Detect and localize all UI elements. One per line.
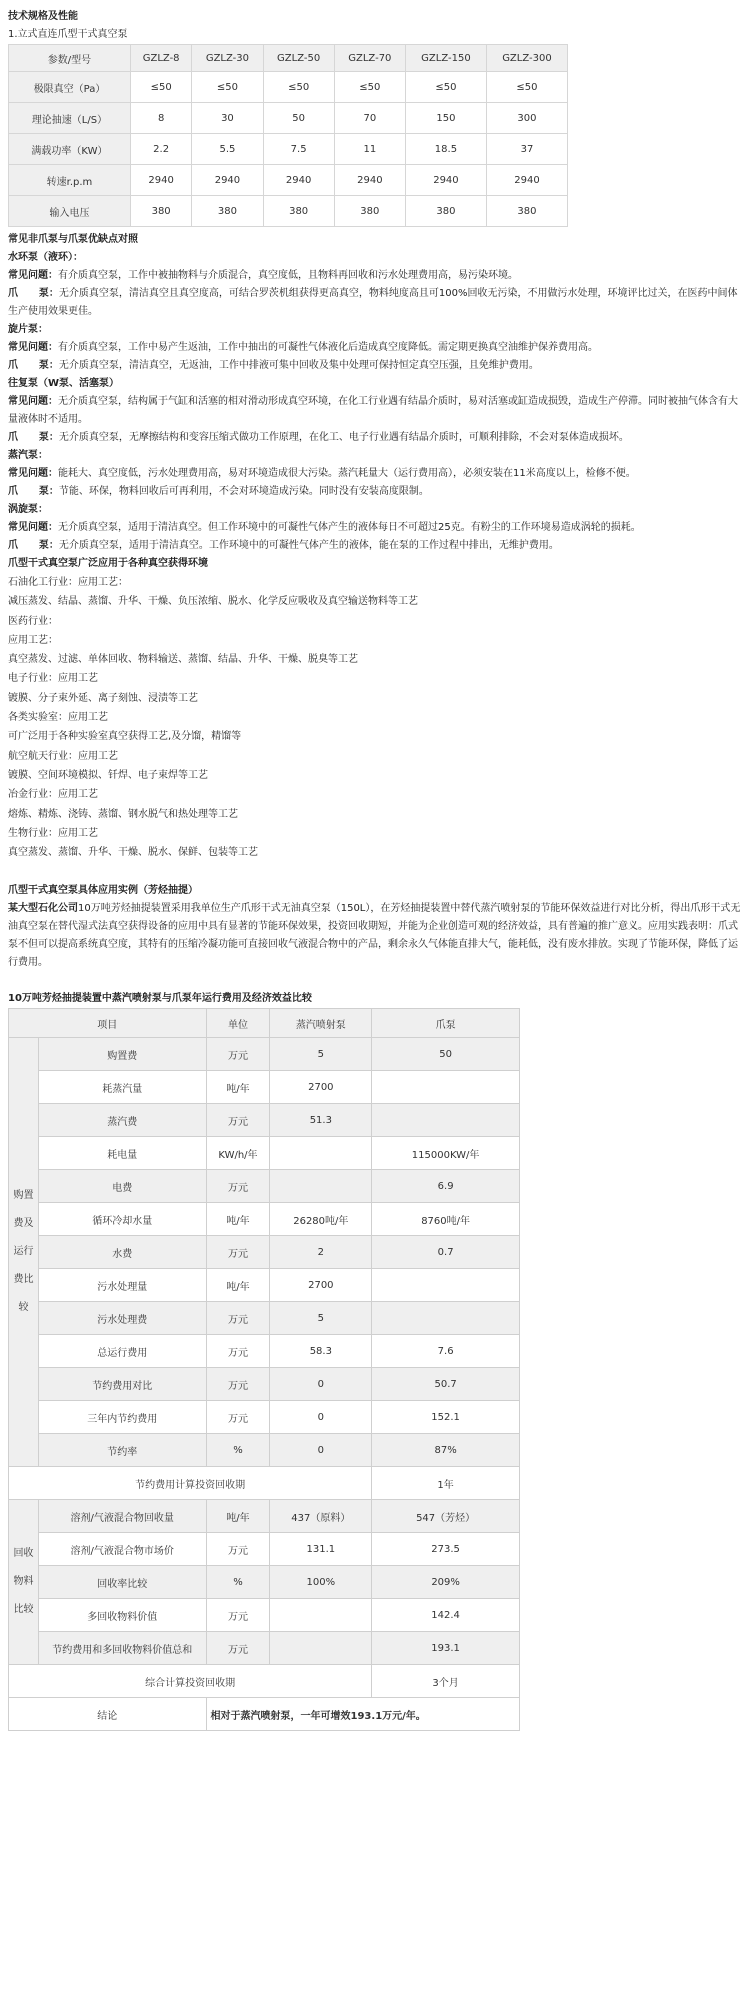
pump-section — [8, 375, 742, 447]
econ-unit-cell: % — [206, 1566, 270, 1599]
spec-header-cell: GZLZ-8 — [130, 45, 191, 72]
claw-label: 爪 泵： — [8, 540, 59, 551]
claw-text: 无介质真空泵，清洁真空且真空度高，可结合罗茨机组获得更高真空，物料纯度高且可100%回收无污染，不用做污水处理，环境评比过关，在医药中间体生产使用效果更佳。 — [8, 288, 738, 317]
econ-unit-cell: 万元 — [206, 1038, 270, 1071]
spec-row — [9, 103, 568, 134]
spec-value-cell: ≤50 — [130, 72, 191, 103]
pump-claw — [8, 285, 742, 321]
spec-value-cell: 2940 — [263, 165, 334, 196]
econ-item-cell: 污水处理量 — [38, 1269, 206, 1302]
econ-unit-cell: KW/h/年 — [206, 1137, 270, 1170]
application-line: 减压蒸发、结晶、蒸馏、升华、干燥、负压浓缩、脱水、化学反应吸收及真空输送物料等工艺 — [8, 596, 418, 608]
claw-label: 爪 泵： — [8, 486, 59, 497]
econ-steam-cell: 0 — [270, 1401, 372, 1434]
claw-label: 爪 泵： — [8, 360, 59, 371]
econ-steam-cell: 437（原料） — [270, 1500, 372, 1533]
econ-steam-cell: 0 — [270, 1434, 372, 1467]
econ-item-cell: 总运行费用 — [38, 1335, 206, 1368]
pump-section-title: 水环泵（液环）： — [8, 252, 83, 263]
econ-claw-cell: 115000KW/年 — [372, 1137, 520, 1170]
spec-param-cell: 极限真空（Pa） — [9, 72, 131, 103]
application-line: 电子行业：应用工艺 — [8, 673, 98, 685]
econ-claw-cell — [372, 1104, 520, 1137]
problem-text: 有介质真空泵，工作中易产生返油，工作中抽出的可凝性气体液化后造成真空度降低。需定期更换真空油维护保养费用高。 — [58, 342, 598, 353]
econ-header-cell: 项目 — [9, 1009, 207, 1038]
econ-steam-cell: 5 — [270, 1302, 372, 1335]
spec-header-cell: GZLZ-50 — [263, 45, 334, 72]
econ-claw-cell — [372, 1302, 520, 1335]
problem-text: 能耗大、真空度低，污水处理费用高，易对环境造成很大污染。蒸汽耗量大（运行费用高），必须安装在11米高度以上，检修不便。 — [58, 468, 636, 479]
spec-value-cell: 380 — [130, 196, 191, 227]
problem-label: 常见问题： — [8, 270, 58, 281]
spec-row — [9, 134, 568, 165]
econ-steam-cell: 2700 — [270, 1269, 372, 1302]
econ-row — [9, 1566, 520, 1599]
spec-value-cell: ≤50 — [192, 72, 263, 103]
application-line: 真空蒸发、蒸馏、升华、干燥、脱水、保鲜、包装等工艺 — [8, 847, 258, 859]
case-text: 10万吨芳烃抽提装置采用我单位生产爪形干式无油真空泵（150L），在芳烃抽提装置中替代蒸汽喷射泵的节能环保效益进行对比分析，得出爪形干式无油真空泵在替代湿式法真空获得设备的应用中具有显著的节能环保效果，投资回收期短，并能为企业创造可观的经济效益，具有普遍的推广意义。应用实践表明：爪式泵不但可以提高系统真空度，其特有的压缩冷凝功能可直接回收气液混合物中的产品，剩余永久气体能直排大气，能耗低，没有废水排放。实现了节能环保，降低了运行费用。 — [8, 903, 741, 969]
econ-claw-cell: 7.6 — [372, 1335, 520, 1368]
spec-header-cell: GZLZ-70 — [334, 45, 405, 72]
claw-label: 爪 泵： — [8, 288, 59, 299]
econ-unit-cell: 万元 — [206, 1632, 270, 1665]
spec-row — [9, 72, 568, 103]
spec-value-cell: 2940 — [405, 165, 486, 196]
econ-payback-label: 节约费用计算投资回收期 — [9, 1467, 372, 1500]
spec-value-cell: 37 — [486, 134, 567, 165]
problem-label: 常见问题： — [8, 396, 58, 407]
econ-row — [9, 1467, 520, 1500]
econ-row — [9, 1170, 520, 1203]
econ-steam-cell: 100% — [270, 1566, 372, 1599]
spec-value-cell: 70 — [334, 103, 405, 134]
spec-value-cell: 18.5 — [405, 134, 486, 165]
econ-item-cell: 溶剂/气液混合物市场价 — [38, 1533, 206, 1566]
econ-steam-cell — [270, 1170, 372, 1203]
econ-item-cell: 循环冷却水量 — [38, 1203, 206, 1236]
applications-title: 爪型干式真空泵广泛应用于各种真空获得环境 — [8, 558, 208, 569]
claw-text: 节能、环保，物料回收后可再利用，不会对环境造成污染。同时没有安装高度限制。 — [58, 486, 429, 497]
econ-claw-cell: 50 — [372, 1038, 520, 1071]
pump-section-title: 蒸汽泵： — [8, 450, 48, 461]
pump-claw — [8, 429, 742, 447]
pump-problem — [8, 519, 742, 537]
pump-problem — [8, 339, 742, 357]
spec-param-cell: 理论抽速（L/S） — [9, 103, 131, 134]
application-line: 石油化工行业：应用工艺： — [8, 577, 128, 588]
econ-unit-cell: 万元 — [206, 1401, 270, 1434]
econ-group-label: 购置费及运行费比较 — [9, 1038, 39, 1467]
econ-row — [9, 1071, 520, 1104]
spec-value-cell: 150 — [405, 103, 486, 134]
econ-row — [9, 1335, 520, 1368]
econ-row — [9, 1203, 520, 1236]
econ-unit-cell: 吨/年 — [206, 1203, 270, 1236]
applications-list — [8, 573, 742, 862]
econ-row — [9, 1698, 520, 1731]
spec-header-row — [9, 45, 568, 72]
econ-claw-cell: 6.9 — [372, 1170, 520, 1203]
pump-section-title: 往复泵（W泵、活塞泵） — [8, 378, 120, 389]
econ-unit-cell: % — [206, 1434, 270, 1467]
econ-item-cell: 电费 — [38, 1170, 206, 1203]
econ-payback-value: 1年 — [372, 1467, 520, 1500]
problem-text: 有介质真空泵，工作中被抽物料与介质混合，真空度低，且物料再回收和污水处理费用高，易污染环境。 — [58, 270, 518, 281]
spec-value-cell: 2940 — [486, 165, 567, 196]
spec-value-cell: 380 — [405, 196, 486, 227]
spec-value-cell: 2940 — [130, 165, 191, 196]
spec-param-cell: 转速r.p.m — [9, 165, 131, 196]
spec-value-cell: 8 — [130, 103, 191, 134]
pump-problem — [8, 393, 742, 429]
econ-item-cell: 水费 — [38, 1236, 206, 1269]
econ-group-label: 回收物料比较 — [9, 1500, 39, 1665]
spec-row — [9, 165, 568, 196]
econ-steam-cell: 26280吨/年 — [270, 1203, 372, 1236]
econ-claw-cell: 50.7 — [372, 1368, 520, 1401]
spec-value-cell: 50 — [263, 103, 334, 134]
spec-value-cell: ≤50 — [405, 72, 486, 103]
econ-claw-cell: 152.1 — [372, 1401, 520, 1434]
econ-claw-cell: 142.4 — [372, 1599, 520, 1632]
econ-unit-cell: 万元 — [206, 1368, 270, 1401]
econ-row — [9, 1533, 520, 1566]
spec-value-cell: 2940 — [334, 165, 405, 196]
application-line: 航空航天行业：应用工艺 — [8, 750, 118, 762]
econ-payback-label: 综合计算投资回收期 — [9, 1665, 372, 1698]
econ-steam-cell — [270, 1137, 372, 1170]
spec-value-cell: 380 — [263, 196, 334, 227]
econ-row — [9, 1038, 520, 1071]
econ-unit-cell: 万元 — [206, 1236, 270, 1269]
pump-section — [8, 249, 742, 321]
compare-title: 常见非爪泵与爪泵优缺点对照 — [8, 234, 138, 245]
econ-row — [9, 1401, 520, 1434]
spec-value-cell: 2940 — [192, 165, 263, 196]
econ-row — [9, 1269, 520, 1302]
spec-value-cell: ≤50 — [334, 72, 405, 103]
pump-section — [8, 321, 742, 375]
econ-item-cell: 耗电量 — [38, 1137, 206, 1170]
spec-header-cell: GZLZ-30 — [192, 45, 263, 72]
spec-value-cell: ≤50 — [486, 72, 567, 103]
pump-section-title: 涡旋泵： — [8, 504, 48, 515]
spec-value-cell: 380 — [192, 196, 263, 227]
application-line: 真空蒸发、过滤、单体回收、物料输送、蒸馏、结晶、升华、干燥、脱臭等工艺 — [8, 654, 358, 666]
econ-unit-cell: 吨/年 — [206, 1269, 270, 1302]
econ-row — [9, 1009, 520, 1038]
econ-unit-cell: 万元 — [206, 1302, 270, 1335]
econ-item-cell: 三年内节约费用 — [38, 1401, 206, 1434]
econ-item-cell: 节约费用对比 — [38, 1368, 206, 1401]
spec-value-cell: 30 — [192, 103, 263, 134]
econ-row — [9, 1665, 520, 1698]
claw-text: 无介质真空泵，清洁真空，无返油，工作中排液可集中回收及集中处理可保持恒定真空压强，且免维护费用。 — [58, 360, 539, 371]
problem-label: 常见问题： — [8, 342, 58, 353]
spec-table — [8, 44, 568, 227]
econ-header-cell: 爪泵 — [372, 1009, 520, 1038]
econ-item-cell: 节约率 — [38, 1434, 206, 1467]
problem-text: 无介质真空泵，结构属于气缸和活塞的相对滑动形成真空环境，在化工行业遇有结晶介质时，易对活塞或缸造成损毁，造成生产停滞。同时被抽气体含有大量液体时不适用。 — [8, 396, 738, 425]
application-line: 应用工艺： — [8, 634, 58, 646]
econ-item-cell: 耗蒸汽量 — [38, 1071, 206, 1104]
pump-section-title: 旋片泵： — [8, 324, 48, 335]
pump-claw — [8, 483, 742, 501]
application-line: 镀膜、分子束外延、离子刻蚀、浸渍等工艺 — [8, 692, 198, 704]
application-line: 镀膜、空间环境模拟、钎焊、电子束焊等工艺 — [8, 769, 208, 781]
econ-steam-cell: 0 — [270, 1368, 372, 1401]
page-heading: 技术规格及性能 — [8, 11, 78, 22]
pump-claw — [8, 357, 742, 375]
econ-claw-cell — [372, 1269, 520, 1302]
econ-steam-cell — [270, 1599, 372, 1632]
application-line: 冶金行业：应用工艺 — [8, 789, 98, 801]
econ-unit-cell: 万元 — [206, 1599, 270, 1632]
econ-row — [9, 1632, 520, 1665]
econ-claw-cell: 547（芳烃） — [372, 1500, 520, 1533]
spec-header-cell: 参数/型号 — [9, 45, 131, 72]
econ-unit-cell: 万元 — [206, 1533, 270, 1566]
spec-value-cell: 380 — [334, 196, 405, 227]
problem-text: 无介质真空泵，适用于清洁真空。但工作环境中的可凝性气体产生的液体每日不可超过25克。有粉尘的工作环境易造成涡轮的损耗。 — [58, 522, 641, 533]
econ-item-cell: 蒸汽费 — [38, 1104, 206, 1137]
econ-item-cell: 节约费用和多回收物料价值总和 — [38, 1632, 206, 1665]
econ-conclusion-label: 结论 — [9, 1698, 207, 1731]
spec-value-cell: 380 — [486, 196, 567, 227]
econ-unit-cell: 万元 — [206, 1104, 270, 1137]
spec-header-cell: GZLZ-150 — [405, 45, 486, 72]
econ-steam-cell: 5 — [270, 1038, 372, 1071]
problem-label: 常见问题： — [8, 522, 58, 533]
econ-row — [9, 1104, 520, 1137]
spec-param-cell: 输入电压 — [9, 196, 131, 227]
econ-title: 10万吨芳烃抽提装置中蒸汽喷射泵与爪泵年运行费用及经济效益比较 — [8, 993, 312, 1005]
econ-unit-cell: 吨/年 — [206, 1500, 270, 1533]
application-line: 可广泛用于各种实验室真空获得工艺,及分馏，精馏等 — [8, 731, 242, 743]
econ-item-cell: 回收率比较 — [38, 1566, 206, 1599]
econ-row — [9, 1236, 520, 1269]
spec-param-cell: 满载功率（KW） — [9, 134, 131, 165]
spec-subheading: 1.立式直连爪型干式真空泵 — [8, 29, 128, 40]
application-line: 各类实验室：应用工艺 — [8, 712, 108, 724]
econ-claw-cell — [372, 1071, 520, 1104]
econ-row — [9, 1434, 520, 1467]
econ-item-cell: 购置费 — [38, 1038, 206, 1071]
spec-value-cell: ≤50 — [263, 72, 334, 103]
econ-unit-cell: 万元 — [206, 1335, 270, 1368]
econ-row — [9, 1500, 520, 1533]
econ-table — [8, 1008, 520, 1731]
spec-header-cell: GZLZ-300 — [486, 45, 567, 72]
application-line: 熔炼、精炼、浇铸、蒸馏、钢水脱气和热处理等工艺 — [8, 808, 238, 820]
claw-label: 爪 泵： — [8, 432, 59, 443]
spec-value-cell: 300 — [486, 103, 567, 134]
econ-item-cell: 污水处理费 — [38, 1302, 206, 1335]
problem-label: 常见问题： — [8, 468, 58, 479]
pump-claw — [8, 537, 742, 555]
econ-header-cell: 蒸汽喷射泵 — [270, 1009, 372, 1038]
case-title: 爪型干式真空泵具体应用实例（芳烃抽提） — [8, 885, 198, 897]
claw-text: 无介质真空泵，无摩擦结构和变容压缩式做功工作原理，在化工、电子行业遇有结晶介质时，可顺利排除，不会对泵体造成损坏。 — [58, 432, 629, 443]
econ-row — [9, 1368, 520, 1401]
spec-value-cell: 7.5 — [263, 134, 334, 165]
econ-steam-cell: 2700 — [270, 1071, 372, 1104]
pump-section — [8, 447, 742, 501]
case-paragraph — [8, 900, 742, 972]
econ-claw-cell: 209% — [372, 1566, 520, 1599]
econ-claw-cell: 8760吨/年 — [372, 1203, 520, 1236]
pump-comparison — [8, 249, 742, 555]
econ-row — [9, 1302, 520, 1335]
case-company: 某大型石化公司 — [8, 903, 78, 915]
econ-unit-cell: 万元 — [206, 1170, 270, 1203]
econ-claw-cell: 87% — [372, 1434, 520, 1467]
pump-problem — [8, 267, 742, 285]
spec-value-cell: 5.5 — [192, 134, 263, 165]
application-line: 医药行业： — [8, 615, 58, 627]
econ-steam-cell — [270, 1632, 372, 1665]
claw-text: 无介质真空泵，适用于清洁真空。工作环境中的可凝性气体产生的液体，能在泵的工作过程中排出，无维护费用。 — [58, 540, 559, 551]
econ-conclusion-text: 相对于蒸汽喷射泵，一年可增效193.1万元/年。 — [206, 1698, 519, 1731]
econ-claw-cell: 273.5 — [372, 1533, 520, 1566]
econ-payback-value: 3个月 — [372, 1665, 520, 1698]
spec-value-cell: 2.2 — [130, 134, 191, 165]
econ-steam-cell: 131.1 — [270, 1533, 372, 1566]
pump-section — [8, 501, 742, 555]
econ-steam-cell: 2 — [270, 1236, 372, 1269]
econ-steam-cell: 51.3 — [270, 1104, 372, 1137]
econ-row — [9, 1137, 520, 1170]
econ-claw-cell: 193.1 — [372, 1632, 520, 1665]
application-line: 生物行业：应用工艺 — [8, 827, 98, 839]
pump-problem — [8, 465, 742, 483]
econ-item-cell: 多回收物料价值 — [38, 1599, 206, 1632]
econ-unit-cell: 吨/年 — [206, 1071, 270, 1104]
econ-header-cell: 单位 — [206, 1009, 270, 1038]
econ-row — [9, 1599, 520, 1632]
econ-steam-cell: 58.3 — [270, 1335, 372, 1368]
spec-value-cell: 11 — [334, 134, 405, 165]
econ-item-cell: 溶剂/气液混合物回收量 — [38, 1500, 206, 1533]
econ-claw-cell: 0.7 — [372, 1236, 520, 1269]
spec-row — [9, 196, 568, 227]
